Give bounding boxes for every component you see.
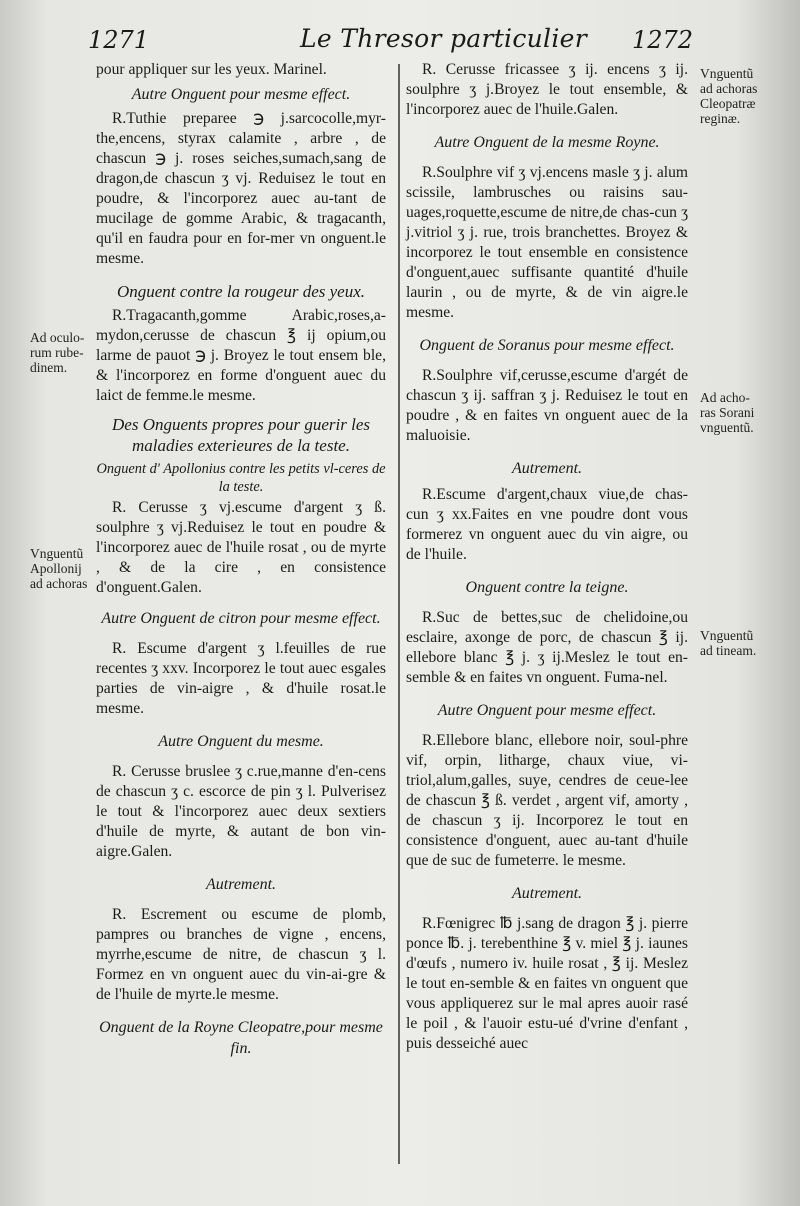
page-number-right: 1272 xyxy=(632,26,694,54)
section-heading: Autre Onguent de citron pour mesme effect. xyxy=(101,610,381,627)
paragraph: R.Tuthie preparee ℈ j.sarcocolle,myr-the,encens, styrax calamite , arbre , de chascun ℈ j. roses seiches,sumach,sang de dragon,de chascun ʒ vj. Reduisez le tout en poudre, & l'incorporez auec au-tant de mucilage de gomme Arabic, & tragacanth, qu'il en faudra pour en for-mer vn onguent.le mesme. xyxy=(96,110,386,267)
margin-note: Ad oculo- rum rube- dinem. xyxy=(30,330,85,375)
paragraph: R. Cerusse bruslee ʒ c.rue,manne d'en-cens de chascun ʒ c. escorce de pin ʒ l. Pulverisez le tout & l'incorporez auec deux sextiers d'huile de myrte, & autant de bon vin-aigre.Galen. xyxy=(96,763,386,860)
paragraph: pour appliquer sur les yeux. Marinel. xyxy=(96,61,327,78)
section-heading: Autrement. xyxy=(205,876,277,893)
paragraph: R. Cerusse fricassee ʒ ij. encens ʒ ij. soulphre ʒ j.Broyez le tout ensemble, & l'incorporez auec de l'huile.Galen. xyxy=(406,61,688,118)
section-heading: Autrement. xyxy=(511,460,583,477)
paragraph: R. Escrement ou escume de plomb, pampres ou branches de vigne , encens, myrrhe,escume de nitre, de chascun ʒ l. Formez en vn onguent auec du vin-ai-gre & de l'huile de myrte.le mesme. xyxy=(96,906,386,1003)
paragraph: R.Suc de bettes,suc de chelidoine,ou esclaire, axonge de porc, de chascun ℥ ij. ellebore blanc ℥ j. ʒ ij.Meslez le tout en-semble & en faites vn onguent. Fuma-nel. xyxy=(406,609,688,686)
margin-note: Ad acho- ras Sorani vnguentũ. xyxy=(700,390,755,435)
section-heading: Autre Onguent de la mesme Royne. xyxy=(434,134,660,151)
section-heading: Onguent de la Royne Cleopatre,pour mesme fin. xyxy=(99,1019,383,1057)
paragraph: R. Escume d'argent ʒ l.feuilles de rue recentes ʒ xxv. Incorporez le tout auec esgales parties de vin-aigre , & d'huile rosat.le mesme. xyxy=(96,640,386,717)
page-header xyxy=(0,22,800,62)
section-heading: Onguent contre la rougeur des yeux. xyxy=(116,282,365,301)
paragraph: R.Fœnigrec ℔ j.sang de dragon ℥ j. pierre ponce ℔. j. terebenthine ℥ v. miel ℥ j. iaunes d'œufs , numero iv. huile rosat , ℥ ij. Meslez le tout en-semble & en faites vn onguent que vous appliquerez sur le mal apres auoir rasé le poil , & l'auoir estu-ué d'vrine d'enfant , puis desseiché auec xyxy=(406,915,688,1052)
section-heading: Onguent contre la teigne. xyxy=(465,579,629,596)
page-number-left: 1271 xyxy=(88,26,150,54)
running-title: Le Thresor particulier xyxy=(300,24,587,53)
margin-note: Vnguentũ Apollonij ad achoras xyxy=(30,546,88,591)
margin-note: Vnguentũ ad achoras Cleopatræ reginæ. xyxy=(700,66,758,126)
chapter-heading: Des Onguents propres pour guerir les maladies exterieures de la teste. xyxy=(112,415,370,455)
section-heading: Onguent de Soranus pour mesme effect. xyxy=(419,337,675,354)
right-text-column xyxy=(406,60,688,1054)
paragraph: R.Escume d'argent,chaux viue,de chas-cun ʒ xx.Faites en vne poudre dont vous formerez vn onguent auec du vin aigre, ou de l'huile. xyxy=(406,486,688,563)
paragraph: R.Tragacanth,gomme Arabic,roses,a-mydon,cerusse de chascun ℥ ij opium,ou larme de pauot ℈ j. Broyez le tout ensem ble, & l'incorporez en forme d'onguent auec du laict de femme.le mesme. xyxy=(96,307,386,404)
section-heading: Autre Onguent pour mesme effect. xyxy=(437,702,657,719)
paragraph: R.Soulphre vif ʒ vj.encens masle ʒ j. alum scissile, lambrusches ou raisins sau-uages,roquette,escume de nitre,de chas-cun ʒ j.vitriol ʒ j. rue, trois branchettes. Broyez & incorporez le tout ensemble en consistence d'onguent,auec suffisante quantité d'huile laurin , ou de myrte, & de vin aigre.le mesme. xyxy=(406,164,688,321)
paragraph: R.Ellebore blanc, ellebore noir, soul-phre vif, orpin, litharge, chaux viue, vi-triol,alum,galles, suye, cendres de ceue-lee de chascun ℥ ß. verdet , argent vif, amorty , de chascun ʒ ij. Incorporez le tout en consistence d'onguent, auec au-tant d'huile que de suc de fumeterre. le mesme. xyxy=(406,732,688,869)
section-heading: Onguent d' Apollonius contre les petits vl-ceres de la teste. xyxy=(96,461,386,495)
paragraph: R.Soulphre vif,cerusse,escume d'argét de chascun ʒ ij. saffran ʒ j. Reduisez le tout en poudre , & en faites vn onguent auec de la maluoisie. xyxy=(406,367,688,444)
paragraph: R. Cerusse ʒ vj.escume d'argent ʒ ß. soulphre ʒ vj.Reduisez le tout en poudre & l'incorporez auec de l'huile rosat , ou de myrte , & de la cire , en consistence d'onguent.Galen. xyxy=(96,499,386,596)
section-heading: Autre Onguent du mesme. xyxy=(158,733,324,750)
section-heading: Autrement. xyxy=(511,885,583,902)
column-divider xyxy=(398,64,400,1164)
left-text-column xyxy=(96,60,386,1059)
section-heading: Autre Onguent pour mesme effect. xyxy=(131,86,351,103)
margin-note: Vnguentũ ad tineam. xyxy=(700,628,757,658)
